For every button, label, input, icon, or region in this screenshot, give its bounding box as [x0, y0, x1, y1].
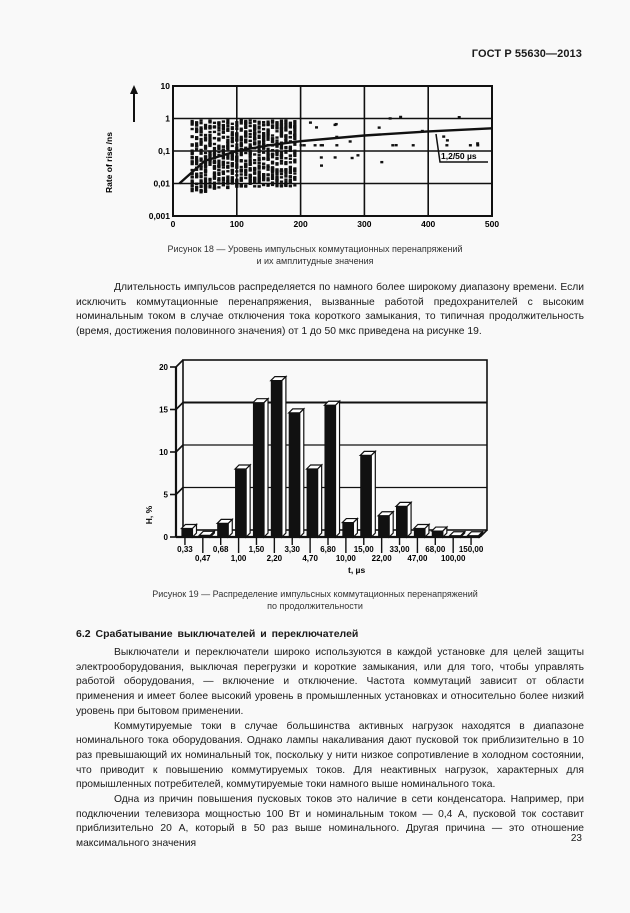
- svg-text:0,1: 0,1: [158, 146, 170, 156]
- figure-19-caption: [100, 588, 530, 612]
- svg-text:3,30: 3,30: [284, 545, 301, 554]
- svg-text:200: 200: [293, 219, 308, 229]
- svg-text:0,001: 0,001: [148, 211, 170, 221]
- figure-18-scatter: [100, 78, 510, 238]
- figure-18-ylabel: Rate of rise /ns: [104, 132, 114, 193]
- svg-text:150,00: 150,00: [458, 545, 484, 554]
- svg-text:400: 400: [421, 219, 436, 229]
- svg-text:15: 15: [159, 405, 168, 415]
- svg-text:47,00: 47,00: [407, 554, 428, 563]
- histogram-bar: [360, 451, 375, 537]
- svg-text:0,68: 0,68: [212, 545, 229, 554]
- paragraph-text: Выключатели и переключатели широко используются в каждой установке для целей защиты электрооборудования, выключая перегрузки и короткие замыкания, или для того, чтобы управлять работой оборудования, — включение и отключение. Частота коммутаций зависит от области применения и имеет более высокий уровень в промышленных установках и относительно более низкий уровень при бытовом применении.: [76, 647, 584, 717]
- svg-text:10,00: 10,00: [335, 554, 356, 563]
- histogram-bar: [181, 525, 196, 538]
- histogram-bar: [307, 465, 322, 537]
- histogram-bar: [253, 399, 268, 537]
- svg-text:10: 10: [160, 81, 170, 91]
- svg-text:0: 0: [163, 533, 168, 542]
- histogram-bar: [342, 519, 357, 537]
- paragraph-text: Одна из причин повышения пусковых токов это наличие в сети конденсатора. Например, при подключении телевизора мощностью 100 Вт и номинальным током — 0,4 А, пусковой ток составит приблизительно 20 А, который в 50 раз выше номинального. Другая причина — это отношение максимального значения: [76, 794, 584, 850]
- section-body: [76, 646, 584, 852]
- page-number: 23: [570, 833, 582, 844]
- paragraph-text: Коммутируемые токи в случае большинства активных нагрузок находятся в диапазоне номинального тока оборудования. Однако лампы накаливания дают пусковой ток приблизительно в 10 раз превышающий их номинальный ток, поскольку у нити низкое сопротивление в холодном состоянии, что приводит к повышению коммутируемых токов. Для неактивных нагрузок, характерных для промышленных потребителей, коммутируемые токи намного выше номинального тока.: [76, 720, 584, 791]
- svg-text:68,00: 68,00: [425, 545, 446, 554]
- svg-text:100: 100: [229, 219, 244, 229]
- figure-18-caption: [100, 243, 530, 267]
- svg-text:6,80: 6,80: [320, 545, 336, 554]
- svg-text:1: 1: [165, 113, 170, 124]
- svg-text:33,00: 33,00: [389, 545, 410, 554]
- svg-text:0,01: 0,01: [153, 178, 170, 189]
- paragraph-text: Длительность импульсов распределяется по намного более широкому диапазону времени. Если исключить коммутационные перенапряжения, вызванные работой предохранителей с высоким номинальным током в случае отключения тока короткого замыкания, то типичная продолжительность (время, достижения половинного значения) от 1 до 50 мкс приведена на рисунке 19.: [76, 282, 584, 338]
- figure-19-histogram: [130, 355, 500, 580]
- standard-code: ГОСТ Р 55630—2013: [471, 48, 582, 60]
- svg-text:15,00: 15,00: [353, 545, 374, 554]
- svg-text:500: 500: [484, 219, 500, 229]
- histogram-bar: [414, 525, 429, 538]
- histogram-bar: [396, 502, 411, 537]
- histogram-bar: [378, 512, 393, 537]
- histogram-bar: [289, 409, 304, 537]
- caption-line: по продолжительности: [267, 601, 363, 611]
- svg-text:1,50: 1,50: [248, 545, 265, 554]
- svg-text:22,00: 22,00: [371, 554, 392, 563]
- histogram-bar: [432, 527, 447, 537]
- svg-text:300: 300: [357, 219, 372, 229]
- histogram-bar: [235, 465, 250, 537]
- caption-line: Рисунок 18 — Уровень импульсных коммутационных перенапряжений: [167, 244, 463, 254]
- histogram-bar: [324, 401, 339, 537]
- svg-text:0,33: 0,33: [177, 545, 193, 554]
- svg-text:100,00: 100,00: [440, 554, 466, 563]
- figure-19-ylabel: H, %: [144, 505, 154, 525]
- svg-text:20: 20: [159, 363, 168, 372]
- caption-line: Рисунок 19 — Распределение импульсных коммутационных перенапряжений: [152, 589, 478, 599]
- svg-text:5: 5: [163, 490, 168, 500]
- svg-text:0: 0: [170, 219, 176, 229]
- figure-18-annotation: 1,2/50 µs: [441, 151, 477, 161]
- paragraph-duration: [76, 281, 584, 340]
- histogram-bar: [271, 377, 286, 537]
- svg-text:4,70: 4,70: [302, 554, 318, 563]
- svg-text:1,00: 1,00: [230, 554, 247, 563]
- figure-19-xlabel: t, µs: [348, 565, 366, 575]
- histogram-bar: [217, 519, 232, 537]
- caption-line: и их амплитудные значения: [256, 256, 374, 266]
- section-title: 6.2 Срабатывание выключателей и переключателей: [76, 628, 359, 640]
- svg-text:2,20: 2,20: [266, 554, 283, 563]
- svg-text:0,47: 0,47: [195, 554, 211, 563]
- svg-text:10: 10: [159, 448, 168, 457]
